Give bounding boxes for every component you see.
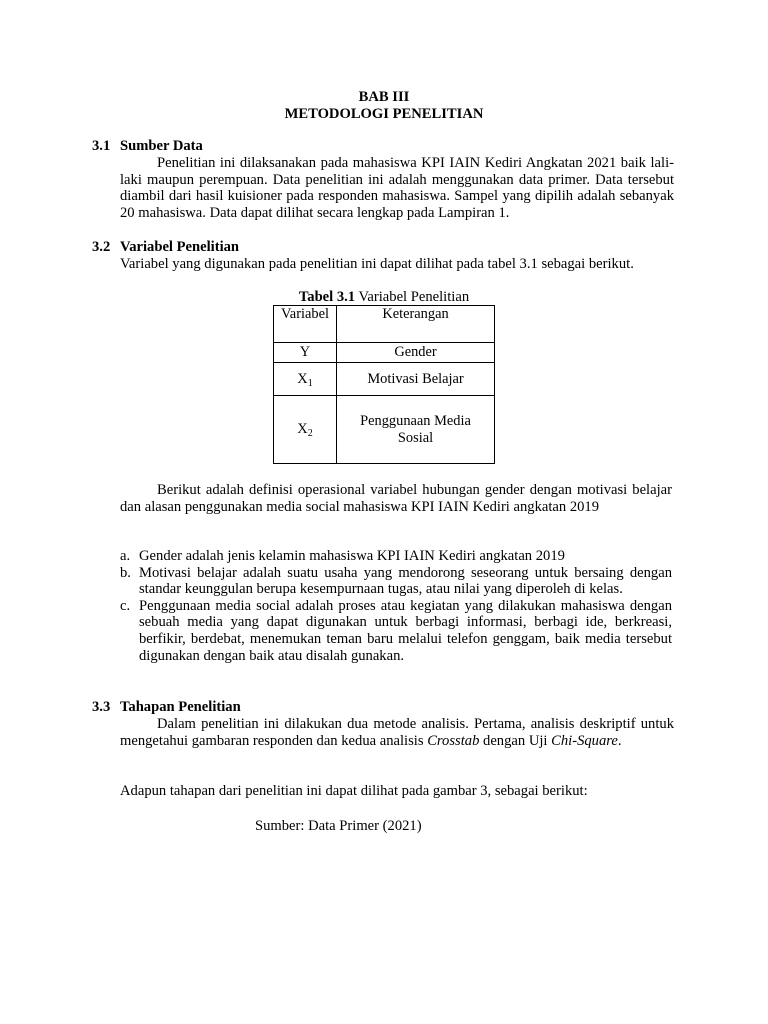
table-caption — [273, 289, 495, 306]
section-heading-3-3 — [92, 699, 692, 716]
table-caption-text: Variabel Penelitian — [355, 289, 470, 305]
variable-table — [273, 305, 495, 464]
section-3-1-paragraph: Penelitian ini dilaksanakan pada mahasiswa KPI IAIN Kediri Angkatan 2021 baik lali-laki maupun perempuan. Data penelitian ini adalah menggunakan data primer. Data tersebut diambil dari hasil kuisioner pada responden mahasiswa. Sampel yang dipilih adalah sebanyak 20 mahasiswa. Data dapat dilihat secara lengkap pada Lampiran 1. — [120, 155, 674, 221]
list-item-text: Gender adalah jenis kelamin mahasiswa KPI IAIN Kediri angkatan 2019 — [139, 548, 565, 564]
chapter-heading — [0, 89, 768, 122]
list-item-text: Penggunaan media social adalah proses atau kegiatan yang dilakukan mahasiswa dengan sebuah media yang dapat digunakan untuk berbagi informasi, berbagi ide, berkreasi, berfikir, berdebat, menemukan teman baru melalui telefon genggam, baik media tersebut digunakan dengan baik atau disalah gunakan. — [139, 597, 672, 664]
list-item-text: Motivasi belajar adalah suatu usaha yang mendorong seseorang untuk bersaing dengan standar keunggulan berupa kesempurnaan tugas, atau nilai yang diperoleh di kelas. — [139, 564, 672, 598]
section-3-2-intro: Variabel yang digunakan pada penelitian ini dapat dilihat pada tabel 3.1 sebagai berikut. — [120, 256, 634, 272]
section-title: Tahapan Penelitian — [120, 699, 241, 715]
table-row — [274, 363, 495, 396]
table-cell-description: Motivasi Belajar — [337, 363, 495, 396]
stages-intro: Adapun tahapan dari penelitian ini dapat dilihat pada gambar 3, sebagai berikut: — [120, 783, 588, 799]
table-header-cell: Variabel — [274, 306, 337, 343]
table-row — [274, 343, 495, 363]
section-heading-3-1 — [92, 138, 692, 155]
table-header-row — [274, 306, 495, 343]
section-heading-3-2 — [92, 239, 692, 256]
emphasis-crosstab: Crosstab — [427, 732, 480, 749]
section-number: 3.3 — [92, 699, 111, 715]
table-cell-variable: Y — [274, 343, 337, 363]
list-marker: b. — [120, 564, 131, 581]
list-item — [120, 548, 672, 565]
emphasis-chi-square: Chi-Square — [551, 732, 618, 749]
section-title: Variabel Penelitian — [120, 239, 240, 255]
list-marker: c. — [120, 597, 131, 614]
section-number: 3.1 — [92, 138, 111, 154]
list-item — [120, 598, 672, 664]
chapter-number: BAB III — [358, 89, 410, 105]
section-3-3-paragraph: Dalam penelitian ini dilakukan dua metode analisis. Pertama, analisis deskriptif untuk mengetahui gambaran responden dan kedua analisis Crosstab dengan Uji Chi-Square. — [120, 716, 674, 749]
section-title: Sumber Data — [120, 138, 203, 154]
definition-list — [120, 548, 672, 664]
table-cell-description: Penggunaan Media Sosial — [337, 396, 495, 464]
section-number: 3.2 — [92, 239, 111, 255]
table-header-cell: Keterangan — [337, 306, 495, 343]
table-row — [274, 396, 495, 464]
definition-intro-paragraph: Berikut adalah definisi operasional variabel hubungan gender dengan motivasi belajar dan alasan penggunakan media social mahasiswa KPI IAIN Kediri angkatan 2019 — [120, 482, 672, 515]
figure-source: Sumber: Data Primer (2021) — [255, 818, 422, 834]
list-item — [120, 565, 672, 598]
table-cell-variable: $X_2$ — [274, 396, 337, 464]
chapter-title: METODOLOGI PENELITIAN — [284, 105, 484, 122]
table-caption-label: Tabel 3.1 — [298, 289, 356, 305]
table-cell-description: Gender — [337, 343, 495, 363]
list-marker: a. — [120, 548, 131, 564]
table-cell-variable: $X_1$ — [274, 363, 337, 396]
